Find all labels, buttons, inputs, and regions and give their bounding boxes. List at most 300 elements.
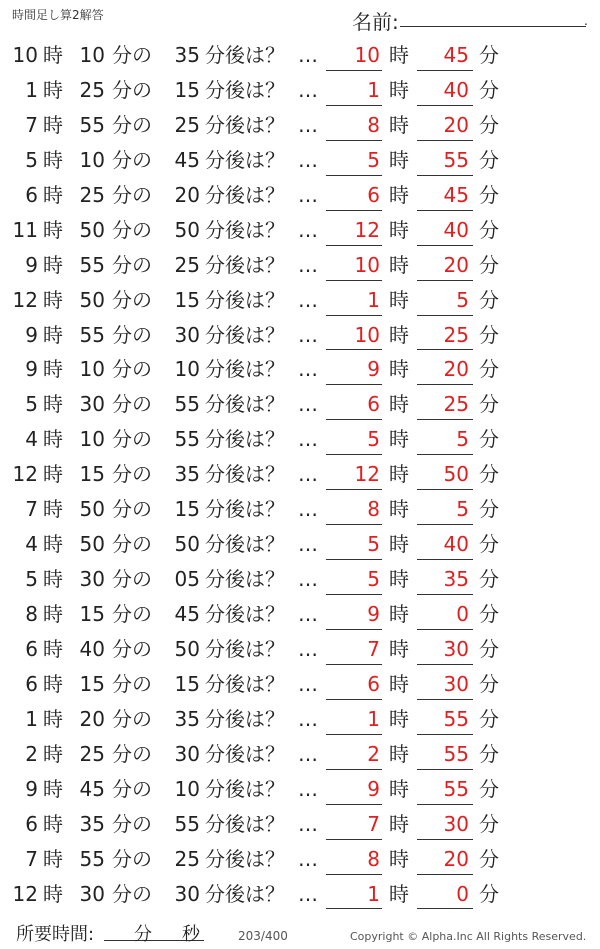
- hour-label: 時: [43, 741, 63, 766]
- answer-hour-label: 時: [389, 147, 409, 172]
- answer-minute-label: 分: [479, 112, 499, 137]
- start-minute: 30: [79, 881, 105, 906]
- start-minute: 55: [79, 322, 105, 347]
- answer-minute: 0: [456, 602, 469, 626]
- problem-row: [0, 143, 600, 178]
- answer-minute: 20: [443, 112, 469, 137]
- answer-minute-underline: [417, 804, 473, 805]
- answer-hour: 9: [367, 602, 380, 626]
- ellipsis: …: [298, 147, 318, 172]
- added-minutes: 35: [174, 43, 200, 67]
- start-hour: 7: [25, 112, 38, 137]
- added-minutes: 25: [174, 112, 200, 137]
- answer-hour-label: 時: [389, 182, 409, 207]
- answer-hour-underline: [326, 734, 382, 735]
- answer-hour-label: 時: [389, 532, 409, 557]
- problem-row: [0, 352, 600, 387]
- answer-minute: 55: [443, 776, 469, 801]
- answer-hour-underline: [326, 384, 382, 385]
- ellipsis: …: [298, 77, 318, 102]
- answer-minute: 20: [443, 252, 469, 277]
- answer-minute-underline: [417, 699, 473, 700]
- answer-minute: 25: [443, 322, 469, 347]
- after-label: 分後は？: [205, 112, 285, 137]
- answer-hour: 8: [367, 846, 380, 871]
- problem-row: [0, 772, 600, 807]
- answer-hour-underline: [326, 908, 382, 909]
- after-label: 分後は？: [205, 636, 285, 661]
- start-minute: 25: [79, 741, 105, 766]
- answer-hour-underline: [326, 454, 382, 455]
- problem-row: [0, 387, 600, 422]
- start-hour: 9: [25, 322, 38, 347]
- start-hour: 11: [12, 217, 38, 242]
- problem-row: [0, 422, 600, 457]
- start-hour: 2: [25, 741, 38, 766]
- ellipsis: …: [298, 322, 318, 347]
- start-minute: 25: [79, 77, 105, 102]
- problem-row: [0, 632, 600, 667]
- problem-list: [0, 38, 600, 911]
- answer-hour-label: 時: [389, 112, 409, 137]
- start-minute: 50: [79, 532, 105, 557]
- answer-hour-label: 時: [389, 741, 409, 766]
- start-hour: 12: [12, 462, 38, 487]
- answer-hour-underline: [326, 245, 382, 246]
- copyright: Copyright © Alpha.Inc All Rights Reserved.: [350, 930, 587, 943]
- answer-minute-label: 分: [479, 182, 499, 207]
- answer-minute: 20: [443, 357, 469, 382]
- ellipsis: …: [298, 567, 318, 592]
- answer-minute-underline: [417, 874, 473, 875]
- start-minute: 50: [79, 287, 105, 312]
- start-minute: 30: [79, 567, 105, 592]
- ellipsis: …: [298, 602, 318, 626]
- answer-hour-underline: [326, 489, 382, 490]
- minute-of-label: 分の: [112, 741, 152, 766]
- answer-hour-label: 時: [389, 287, 409, 312]
- problem-row: [0, 108, 600, 143]
- added-minutes: 30: [174, 881, 200, 906]
- answer-hour: 5: [367, 532, 380, 557]
- start-minute: 30: [79, 392, 105, 417]
- answer-minute-underline: [417, 280, 473, 281]
- answer-hour-underline: [326, 524, 382, 525]
- after-label: 分後は？: [205, 287, 285, 312]
- after-label: 分後は？: [205, 846, 285, 871]
- problem-row: [0, 527, 600, 562]
- problem-row: [0, 877, 600, 912]
- ellipsis: …: [298, 217, 318, 242]
- answer-minute-underline: [417, 839, 473, 840]
- answer-hour-label: 時: [389, 43, 409, 67]
- added-minutes: 10: [174, 776, 200, 801]
- answer-minute-label: 分: [479, 776, 499, 801]
- answer-minute-label: 分: [479, 567, 499, 592]
- minute-of-label: 分の: [112, 497, 152, 522]
- answer-minute: 5: [456, 287, 469, 312]
- after-label: 分後は？: [205, 741, 285, 766]
- answer-minute-underline: [417, 734, 473, 735]
- after-label: 分後は？: [205, 776, 285, 801]
- hour-label: 時: [43, 497, 63, 522]
- name-field-line: [400, 26, 586, 27]
- answer-hour-underline: [326, 140, 382, 141]
- start-minute: 15: [79, 602, 105, 626]
- answer-hour-label: 時: [389, 217, 409, 242]
- problem-row: [0, 248, 600, 283]
- answer-minute-underline: [417, 594, 473, 595]
- hour-label: 時: [43, 112, 63, 137]
- minute-of-label: 分の: [112, 427, 152, 452]
- answer-minute-underline: [417, 454, 473, 455]
- minute-of-label: 分の: [112, 846, 152, 871]
- after-label: 分後は？: [205, 427, 285, 452]
- problem-row: [0, 213, 600, 248]
- ellipsis: …: [298, 846, 318, 871]
- ellipsis: …: [298, 741, 318, 766]
- answer-minute: 25: [443, 392, 469, 417]
- added-minutes: 45: [174, 602, 200, 626]
- after-label: 分後は？: [205, 671, 285, 696]
- ellipsis: …: [298, 252, 318, 277]
- answer-hour-underline: [326, 874, 382, 875]
- minute-of-label: 分の: [112, 287, 152, 312]
- answer-minute: 40: [443, 77, 469, 102]
- start-minute: 40: [79, 636, 105, 661]
- answer-hour: 2: [367, 741, 380, 766]
- after-label: 分後は？: [205, 322, 285, 347]
- hour-label: 時: [43, 427, 63, 452]
- start-minute: 55: [79, 112, 105, 137]
- ellipsis: …: [298, 112, 318, 137]
- after-label: 分後は？: [205, 182, 285, 207]
- start-minute: 35: [79, 811, 105, 836]
- start-hour: 5: [25, 567, 38, 592]
- start-hour: 4: [25, 427, 38, 452]
- answer-minute: 30: [443, 671, 469, 696]
- start-minute: 25: [79, 182, 105, 207]
- answer-minute-underline: [417, 419, 473, 420]
- added-minutes: 55: [174, 811, 200, 836]
- answer-minute-label: 分: [479, 427, 499, 452]
- answer-hour-underline: [326, 594, 382, 595]
- answer-hour: 6: [367, 182, 380, 207]
- added-minutes: 10: [174, 357, 200, 382]
- answer-minute-underline: [417, 524, 473, 525]
- start-hour: 10: [12, 43, 38, 67]
- time-required-label: 所要時間:: [16, 924, 95, 945]
- time-seconds-label: 秒: [182, 924, 200, 945]
- minute-of-label: 分の: [112, 112, 152, 137]
- answer-hour: 7: [367, 811, 380, 836]
- answer-minute-label: 分: [479, 322, 499, 347]
- start-hour: 1: [25, 706, 38, 731]
- minute-of-label: 分の: [112, 252, 152, 277]
- page-title: 時間足し算2解答: [12, 8, 104, 22]
- answer-hour-underline: [326, 419, 382, 420]
- problem-row: [0, 283, 600, 318]
- answer-hour-label: 時: [389, 602, 409, 626]
- answer-hour-label: 時: [389, 392, 409, 417]
- answer-minute-label: 分: [479, 43, 499, 67]
- answer-hour: 9: [367, 357, 380, 382]
- hour-label: 時: [43, 252, 63, 277]
- added-minutes: 15: [174, 287, 200, 312]
- answer-minute-underline: [417, 140, 473, 141]
- added-minutes: 15: [174, 497, 200, 522]
- answer-minute-label: 分: [479, 881, 499, 906]
- after-label: 分後は？: [205, 217, 285, 242]
- hour-label: 時: [43, 462, 63, 487]
- start-hour: 8: [25, 602, 38, 626]
- added-minutes: 25: [174, 846, 200, 871]
- answer-hour-underline: [326, 105, 382, 106]
- answer-hour-label: 時: [389, 846, 409, 871]
- answer-minute-underline: [417, 349, 473, 350]
- answer-hour-underline: [326, 699, 382, 700]
- added-minutes: 55: [174, 427, 200, 452]
- minute-of-label: 分の: [112, 77, 152, 102]
- answer-hour-underline: [326, 559, 382, 560]
- answer-minute-underline: [417, 384, 473, 385]
- start-minute: 50: [79, 497, 105, 522]
- added-minutes: 30: [174, 741, 200, 766]
- answer-minute: 5: [456, 497, 469, 522]
- answer-hour-underline: [326, 315, 382, 316]
- answer-hour-underline: [326, 769, 382, 770]
- start-hour: 4: [25, 532, 38, 557]
- ellipsis: …: [298, 182, 318, 207]
- answer-minute-label: 分: [479, 532, 499, 557]
- after-label: 分後は？: [205, 567, 285, 592]
- answer-minute-underline: [417, 175, 473, 176]
- answer-hour: 5: [367, 147, 380, 172]
- answer-hour: 8: [367, 497, 380, 522]
- problem-row: [0, 562, 600, 597]
- start-minute: 15: [79, 671, 105, 696]
- minute-of-label: 分の: [112, 462, 152, 487]
- ellipsis: …: [298, 881, 318, 906]
- start-hour: 6: [25, 811, 38, 836]
- added-minutes: 50: [174, 532, 200, 557]
- start-hour: 7: [25, 846, 38, 871]
- answer-minute-label: 分: [479, 147, 499, 172]
- answer-minute-label: 分: [479, 392, 499, 417]
- minute-of-label: 分の: [112, 357, 152, 382]
- added-minutes: 35: [174, 706, 200, 731]
- ellipsis: …: [298, 776, 318, 801]
- answer-hour-label: 時: [389, 776, 409, 801]
- answer-minute-label: 分: [479, 706, 499, 731]
- answer-minute-label: 分: [479, 462, 499, 487]
- answer-minute-label: 分: [479, 357, 499, 382]
- answer-minute: 40: [443, 217, 469, 242]
- ellipsis: …: [298, 532, 318, 557]
- minute-of-label: 分の: [112, 392, 152, 417]
- problem-row: [0, 737, 600, 772]
- answer-minute: 45: [443, 182, 469, 207]
- added-minutes: 15: [174, 671, 200, 696]
- start-hour: 1: [25, 77, 38, 102]
- answer-hour-label: 時: [389, 567, 409, 592]
- added-minutes: 30: [174, 322, 200, 347]
- added-minutes: 50: [174, 636, 200, 661]
- problem-row: [0, 492, 600, 527]
- start-hour: 6: [25, 671, 38, 696]
- answer-hour: 7: [367, 636, 380, 661]
- ellipsis: …: [298, 427, 318, 452]
- start-minute: 10: [79, 427, 105, 452]
- hour-label: 時: [43, 881, 63, 906]
- answer-hour-label: 時: [389, 77, 409, 102]
- answer-minute-label: 分: [479, 671, 499, 696]
- hour-label: 時: [43, 43, 63, 67]
- answer-hour-label: 時: [389, 671, 409, 696]
- hour-label: 時: [43, 77, 63, 102]
- problem-row: [0, 457, 600, 492]
- added-minutes: 50: [174, 217, 200, 242]
- after-label: 分後は？: [205, 357, 285, 382]
- minute-of-label: 分の: [112, 811, 152, 836]
- hour-label: 時: [43, 182, 63, 207]
- start-hour: 7: [25, 497, 38, 522]
- problem-row: [0, 667, 600, 702]
- ellipsis: …: [298, 706, 318, 731]
- answer-minute: 50: [443, 462, 469, 487]
- ellipsis: …: [298, 671, 318, 696]
- answer-minute-underline: [417, 245, 473, 246]
- ellipsis: …: [298, 43, 318, 67]
- minute-of-label: 分の: [112, 43, 152, 67]
- after-label: 分後は？: [205, 706, 285, 731]
- answer-hour-underline: [326, 804, 382, 805]
- page-number: 203/400: [238, 929, 288, 943]
- hour-label: 時: [43, 147, 63, 172]
- answer-minute: 55: [443, 741, 469, 766]
- answer-minute-underline: [417, 769, 473, 770]
- answer-hour-label: 時: [389, 497, 409, 522]
- start-hour: 12: [12, 881, 38, 906]
- answer-hour: 12: [354, 462, 380, 487]
- answer-minute-label: 分: [479, 252, 499, 277]
- answer-hour: 8: [367, 112, 380, 137]
- start-minute: 10: [79, 147, 105, 172]
- answer-minute-label: 分: [479, 602, 499, 626]
- answer-minute: 45: [443, 43, 469, 67]
- hour-label: 時: [43, 671, 63, 696]
- problem-row: [0, 702, 600, 737]
- problem-row: [0, 73, 600, 108]
- after-label: 分後は？: [205, 43, 285, 67]
- ellipsis: …: [298, 287, 318, 312]
- minute-of-label: 分の: [112, 217, 152, 242]
- start-minute: 55: [79, 252, 105, 277]
- start-hour: 9: [25, 252, 38, 277]
- answer-minute-underline: [417, 559, 473, 560]
- hour-label: 時: [43, 322, 63, 347]
- answer-hour-label: 時: [389, 881, 409, 906]
- hour-label: 時: [43, 706, 63, 731]
- hour-label: 時: [43, 567, 63, 592]
- answer-hour: 1: [367, 706, 380, 731]
- problem-row: [0, 597, 600, 632]
- answer-hour-underline: [326, 664, 382, 665]
- answer-hour: 1: [367, 287, 380, 312]
- start-minute: 15: [79, 462, 105, 487]
- answer-minute-underline: [417, 105, 473, 106]
- answer-minute-underline: [417, 489, 473, 490]
- ellipsis: …: [298, 392, 318, 417]
- added-minutes: 05: [174, 567, 200, 592]
- answer-minute: 55: [443, 706, 469, 731]
- answer-hour-label: 時: [389, 322, 409, 347]
- answer-minute-label: 分: [479, 811, 499, 836]
- minute-of-label: 分の: [112, 567, 152, 592]
- answer-hour: 10: [354, 252, 380, 277]
- answer-hour-underline: [326, 210, 382, 211]
- start-minute: 55: [79, 846, 105, 871]
- after-label: 分後は？: [205, 881, 285, 906]
- answer-minute-underline: [417, 70, 473, 71]
- answer-minute-underline: [417, 210, 473, 211]
- minute-of-label: 分の: [112, 532, 152, 557]
- answer-hour: 10: [354, 43, 380, 67]
- answer-minute-label: 分: [479, 497, 499, 522]
- added-minutes: 35: [174, 462, 200, 487]
- problem-row: [0, 807, 600, 842]
- problem-row: [0, 38, 600, 73]
- minute-of-label: 分の: [112, 706, 152, 731]
- answer-hour-label: 時: [389, 636, 409, 661]
- answer-minute-label: 分: [479, 741, 499, 766]
- hour-label: 時: [43, 776, 63, 801]
- answer-minute-label: 分: [479, 217, 499, 242]
- answer-minute-underline: [417, 664, 473, 665]
- hour-label: 時: [43, 287, 63, 312]
- answer-hour-label: 時: [389, 252, 409, 277]
- minute-of-label: 分の: [112, 147, 152, 172]
- start-minute: 45: [79, 776, 105, 801]
- answer-hour-underline: [326, 629, 382, 630]
- answer-hour: 9: [367, 776, 380, 801]
- answer-minute-label: 分: [479, 636, 499, 661]
- answer-minute-label: 分: [479, 287, 499, 312]
- start-hour: 12: [12, 287, 38, 312]
- answer-hour: 6: [367, 392, 380, 417]
- minute-of-label: 分の: [112, 776, 152, 801]
- hour-label: 時: [43, 811, 63, 836]
- name-label: 名前:: [352, 10, 399, 34]
- after-label: 分後は？: [205, 77, 285, 102]
- answer-minute: 30: [443, 811, 469, 836]
- answer-minute: 30: [443, 636, 469, 661]
- minute-of-label: 分の: [112, 636, 152, 661]
- hour-label: 時: [43, 532, 63, 557]
- ellipsis: …: [298, 811, 318, 836]
- answer-minute: 40: [443, 532, 469, 557]
- answer-hour-underline: [326, 175, 382, 176]
- minute-of-label: 分の: [112, 322, 152, 347]
- added-minutes: 20: [174, 182, 200, 207]
- start-hour: 9: [25, 357, 38, 382]
- answer-hour-underline: [326, 349, 382, 350]
- answer-hour: 6: [367, 671, 380, 696]
- answer-hour-label: 時: [389, 706, 409, 731]
- answer-hour: 1: [367, 881, 380, 906]
- answer-hour-underline: [326, 70, 382, 71]
- start-minute: 50: [79, 217, 105, 242]
